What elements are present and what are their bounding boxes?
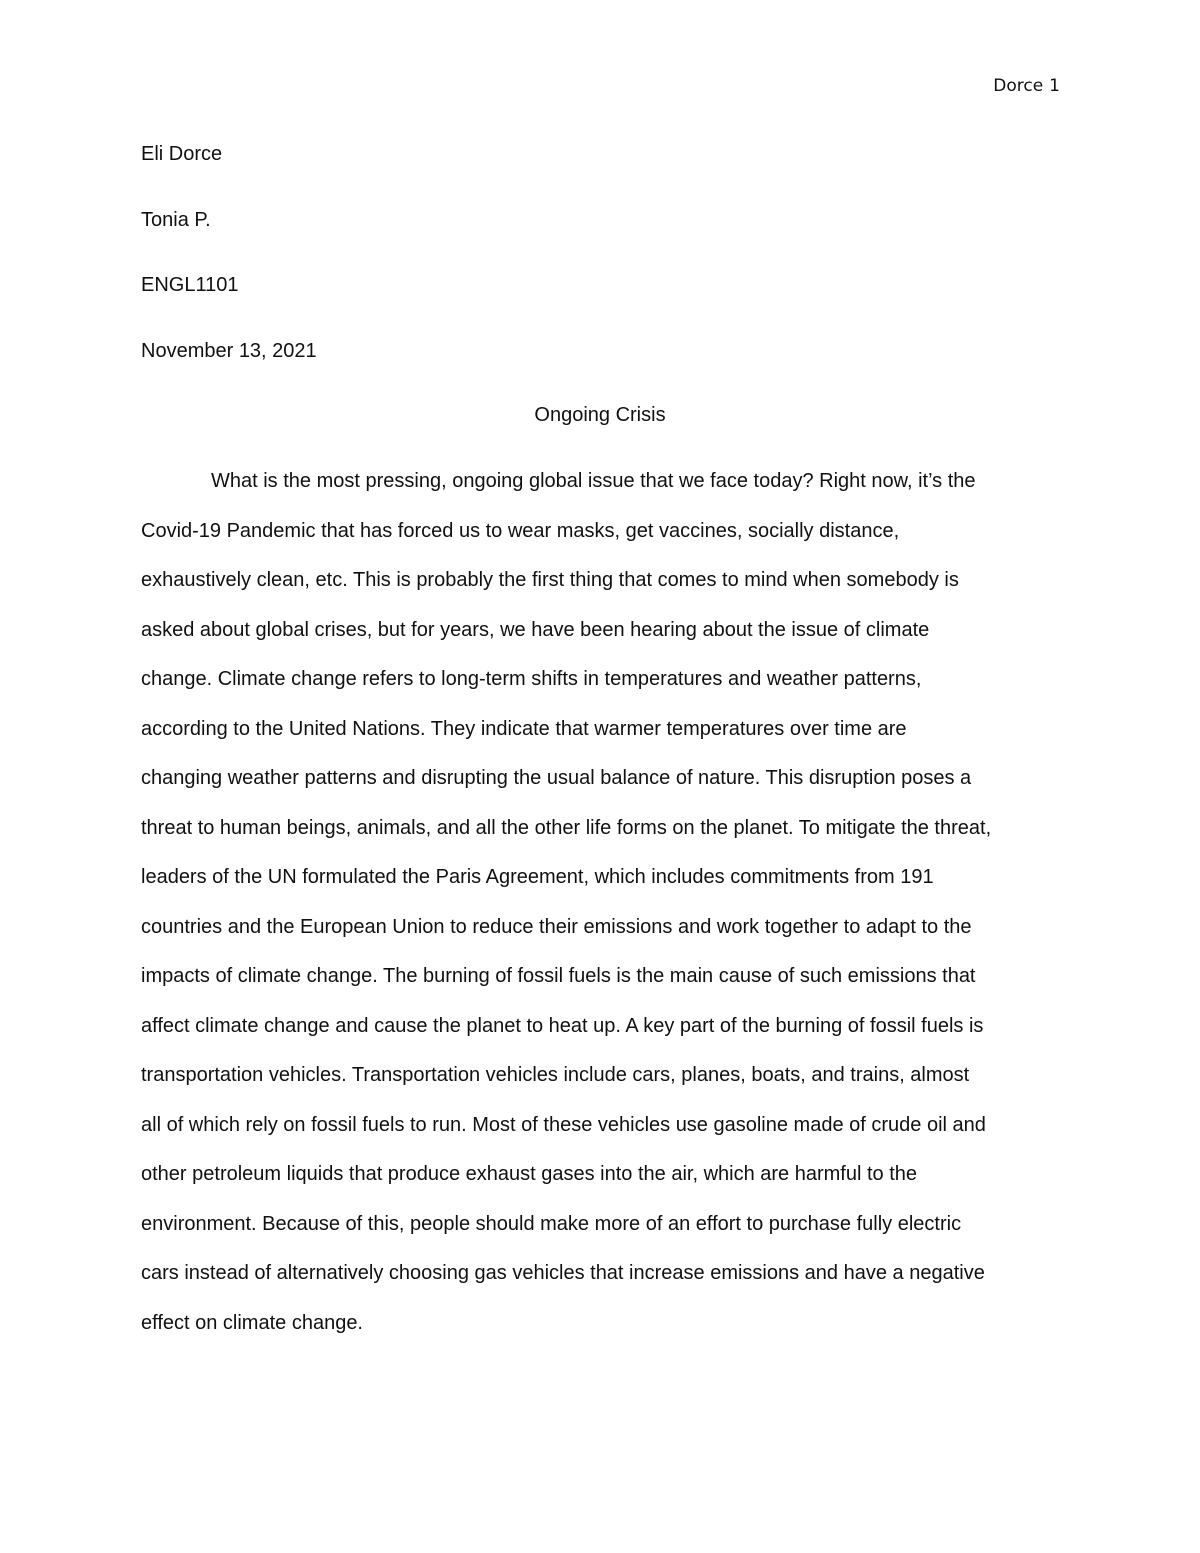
paragraph-line: countries and the European Union to reduce their emissions and work together to adapt to the — [141, 915, 972, 938]
paragraph-line: affect climate change and cause the planet to heat up. A key part of the burning of fossil fuels is — [141, 1014, 984, 1037]
paragraph-line: change. Climate change refers to long-term shifts in temperatures and weather patterns, — [141, 668, 922, 690]
essay-title: Ongoing Crisis — [534, 404, 666, 426]
paragraph-line: environment. Because of this, people should make more of an effort to purchase fully electric — [141, 1212, 962, 1235]
paragraph-line: impacts of climate change. The burning of fossil fuels is the main cause of such emissions that — [141, 965, 976, 987]
paragraph-line: other petroleum liquids that produce exhaust gases into the air, which are harmful to the — [141, 1163, 918, 1185]
paragraph-line: transportation vehicles. Transportation vehicles include cars, planes, boats, and trains, almost — [141, 1064, 970, 1086]
paragraph-line: cars instead of alternatively choosing gas vehicles that increase emissions and have a negative — [141, 1262, 985, 1284]
paragraph-line: changing weather patterns and disrupting the usual balance of nature. This disruption poses a — [141, 767, 972, 789]
body-paragraph — [141, 467, 1059, 1358]
paragraph-line: effect on climate change. — [141, 1311, 363, 1334]
paragraph-line: What is the most pressing, ongoing global issue that we face today? Right now, it’s the — [211, 470, 976, 492]
paragraph-line: asked about global crises, but for years, we have been hearing about the issue of climate — [141, 618, 930, 641]
student-name: Eli Dorce — [141, 143, 223, 165]
paragraph-line: all of which rely on fossil fuels to run. Most of these vehicles use gasoline made of crude oil and — [141, 1113, 986, 1136]
header-author-last-name: Dorce — [993, 76, 1044, 96]
document-date: November 13, 2021 — [141, 340, 317, 362]
paragraph-line: threat to human beings, animals, and all the other life forms on the planet. To mitigate the threat, — [141, 816, 992, 839]
paragraph-line: leaders of the UN formulated the Paris Agreement, which includes commitments from 191 — [141, 866, 934, 888]
paragraph-line: exhaustively clean, etc. This is probably the first thing that comes to mind when somebody is — [141, 569, 959, 591]
course-code: ENGL1101 — [141, 274, 239, 296]
header-page-number: 1 — [1049, 76, 1060, 96]
instructor-name: Tonia P. — [141, 209, 211, 231]
paragraph-line: Covid-19 Pandemic that has forced us to wear masks, get vaccines, socially distance, — [141, 519, 900, 542]
running-header — [993, 74, 1060, 98]
paragraph-line: according to the United Nations. They indicate that warmer temperatures over time are — [141, 717, 907, 740]
